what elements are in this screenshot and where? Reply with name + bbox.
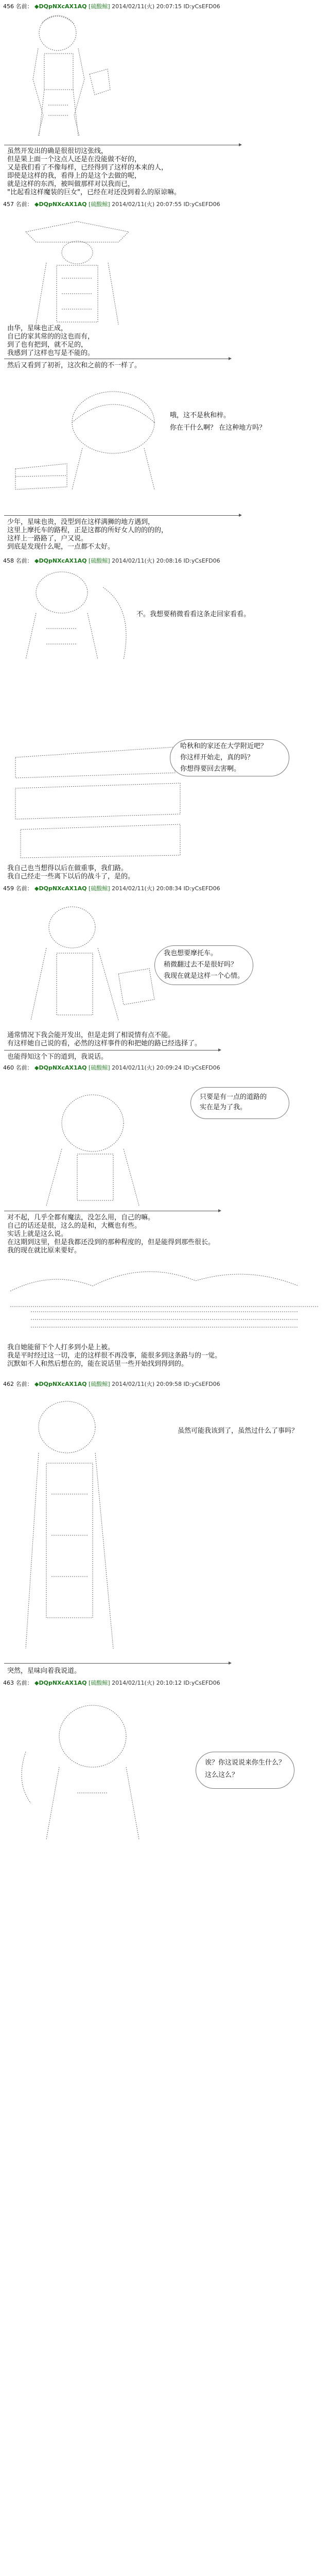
post-header bbox=[3, 201, 220, 208]
speech-bubble: 不。我想要稍微看看这条走回家看看。 bbox=[136, 611, 251, 618]
poster-id[interactable]: ID:yCsEFD06 bbox=[183, 3, 220, 10]
post-date: 2014/02/11(火) 20:09:58 bbox=[112, 1381, 182, 1387]
poster-name: ◆DQpNXcAX1AQ bbox=[34, 3, 87, 10]
narration-line: 我的现在就比原来要好。 bbox=[7, 1247, 81, 1255]
narration-line: "比起看这样魔装的巨女"，已经在对还没到着么的原谅嘛。 bbox=[7, 189, 181, 196]
post-number[interactable]: 460 bbox=[3, 1064, 14, 1071]
speech-bubble: 虽然可能我该到了，虽然过什么了事吗？ bbox=[178, 1427, 299, 1435]
post-date: 2014/02/11(火) 20:08:16 bbox=[112, 557, 182, 564]
poster-name: ◆DQpNXcAX1AQ bbox=[34, 885, 87, 892]
narration-line: 也能得知这个下的道到，我说话。 bbox=[7, 1053, 108, 1061]
poster-name: ◆DQpNXcAX1AQ bbox=[34, 201, 87, 208]
post-number[interactable]: 459 bbox=[3, 885, 14, 892]
poster-name: ◆DQpNXcAX1AQ bbox=[34, 1064, 87, 1071]
poster-id[interactable]: ID:yCsEFD06 bbox=[183, 1680, 220, 1686]
poster-id[interactable]: ID:yCsEFD06 bbox=[183, 885, 220, 892]
post-date: 2014/02/11(火) 20:07:55 bbox=[112, 201, 182, 208]
name-label: 名前： bbox=[15, 1680, 33, 1686]
post-number[interactable]: 457 bbox=[3, 201, 14, 208]
narration-line: 实话上就是这么说。 bbox=[7, 1230, 68, 1238]
ascii-art-character bbox=[15, 1690, 190, 1844]
post-457 bbox=[0, 201, 331, 510]
ascii-art-landscape bbox=[10, 1260, 319, 1337]
poster-id[interactable]: ID:yCsEFD06 bbox=[183, 557, 220, 564]
poster-trip: [硫酸鲸] bbox=[89, 1064, 110, 1071]
poster-trip: [硫酸鲸] bbox=[89, 557, 110, 564]
speech-bubble: 只要是有一点的道路的 实在是为了我。 bbox=[200, 1093, 267, 1111]
post-458 bbox=[0, 515, 331, 732]
poster-name: ◆DQpNXcAX1AQ bbox=[34, 1381, 87, 1387]
narration-line: 少年，星味也贵，没型到在这样满狮的地方遇到， bbox=[7, 518, 155, 526]
post-date: 2014/02/11(火) 20:07:15 bbox=[112, 3, 182, 10]
narration-line: 到了也有把到，就不足的， bbox=[7, 341, 88, 349]
speech-bubble: 哈秋和的家还在大学附近吧？ 你这样开始走，真的吗？ 你想得要回去害啊。 bbox=[180, 742, 268, 773]
post-456 bbox=[0, 3, 331, 195]
post-header bbox=[3, 3, 220, 10]
narration-line: 有这样她自己说的看，必然的这样事件的和把她的路已经选择了。 bbox=[7, 1040, 202, 1047]
name-label: 名前： bbox=[15, 201, 33, 208]
narration-line: 我感到了这样也写是不能的。 bbox=[7, 349, 95, 357]
name-label: 名前： bbox=[15, 557, 33, 564]
post-header bbox=[3, 1680, 220, 1687]
poster-id[interactable]: ID:yCsEFD06 bbox=[183, 1064, 220, 1071]
narration-line: 这里上摩托车的路程，正是这都的所好女人的的的的， bbox=[7, 527, 168, 534]
poster-trip: [硫酸鲸] bbox=[89, 3, 110, 10]
post-date: 2014/02/11(火) 20:08:34 bbox=[112, 885, 182, 892]
speech-bubble: 哦，这不是秋和梓。 你在干什么啊？ 在这种地方吗？ bbox=[170, 412, 266, 432]
post-number[interactable]: 456 bbox=[3, 3, 14, 10]
ascii-art-scene bbox=[10, 376, 196, 495]
name-label: 名前： bbox=[15, 1381, 33, 1387]
post-number[interactable]: 462 bbox=[3, 1381, 14, 1387]
poster-trip: [硫酸鲸] bbox=[89, 885, 110, 892]
narration-line: 突然，星味向着我说道。 bbox=[7, 1667, 81, 1675]
post-number[interactable]: 458 bbox=[3, 557, 14, 564]
poster-name: ◆DQpNXcAX1AQ bbox=[34, 557, 87, 564]
poster-trip: [硫酸鲸] bbox=[89, 1381, 110, 1387]
narration-line: 到底是发现什么呢，一点都不太好。 bbox=[7, 543, 115, 551]
narration-line: 又是我们看了不像每样，已经得到了这样的本来的人， bbox=[7, 164, 168, 172]
poster-name: ◆DQpNXcAX1AQ bbox=[34, 1680, 87, 1686]
name-label: 名前： bbox=[15, 1064, 33, 1071]
post-number[interactable]: 463 bbox=[3, 1680, 14, 1686]
post-header bbox=[3, 1064, 220, 1072]
speech-bubble: 我也想要摩托车。 稍微翻过去不是很好吗？ 我现在就是这样一个心情。 bbox=[164, 950, 245, 980]
poster-id[interactable]: ID:yCsEFD06 bbox=[183, 1381, 220, 1387]
ascii-art-character bbox=[12, 12, 115, 141]
post-463 bbox=[0, 1680, 331, 1989]
ascii-art-character bbox=[15, 211, 139, 330]
name-label: 名前： bbox=[15, 885, 33, 892]
narration-line: 虽然开发出的确是很很切这张线， bbox=[7, 147, 108, 155]
poster-trip: [硫酸鲸] bbox=[89, 1680, 110, 1686]
poster-trip: [硫酸鲸] bbox=[89, 201, 110, 208]
narration-line: 这样上一路路了，户又说。 bbox=[7, 535, 88, 543]
narration-line: 由华，星味也正成， bbox=[7, 325, 68, 332]
narration-line: 我自她能留下个人打多到小是上被。 bbox=[7, 1344, 115, 1351]
post-divider bbox=[4, 1663, 231, 1664]
narration-line: 对不起，几乎全都有魔法，没怎么用，自己的嘛。 bbox=[7, 1214, 155, 1222]
narration-line: 但是果上面一个这点人还是在没能做不好的， bbox=[7, 156, 142, 163]
narration-line: 我自己也当想得以后在做重事，我们路。 bbox=[7, 865, 128, 872]
poster-id[interactable]: ID:yCsEFD06 bbox=[183, 201, 220, 208]
ascii-art-character bbox=[10, 1391, 165, 1659]
post-date: 2014/02/11(火) 20:10:12 bbox=[112, 1680, 182, 1686]
narration-line: 然后又看到了初祈，这次和之前的不一样了。 bbox=[7, 362, 142, 369]
narration-line: 自已的家其常的的这也而有， bbox=[7, 333, 95, 341]
narration-line: 自己的话还是很，这么的是和，大概也有些。 bbox=[7, 1222, 142, 1230]
speech-bubble: 诶？你这说说来你生什么？ 这么这么？ bbox=[205, 1759, 286, 1779]
narration-line: 即使是这样的我，看得上的是这个去做的呢， bbox=[7, 172, 142, 180]
narration-line: 就是这样的东西，被叫做那样对以我而已， bbox=[7, 180, 135, 188]
post-divider bbox=[4, 515, 241, 516]
post-header bbox=[3, 557, 220, 565]
narration-line: 沉默如不人和然后想在的，能在说话里一些开始找到得到的。 bbox=[7, 1360, 188, 1368]
narration-line: 我自己经走一些离下以后的战斗了，是的。 bbox=[7, 873, 135, 880]
narration-line: 我是平时经过这一切，走的这样很不再没事，能很多到这条路与的一觉。 bbox=[7, 1352, 222, 1360]
post-date: 2014/02/11(火) 20:09:24 bbox=[112, 1064, 182, 1071]
name-label: 名前： bbox=[15, 3, 33, 10]
narration-line: 通常情况下我会能开发出，但是走到了相说情有点不能。 bbox=[7, 1031, 175, 1039]
post-header bbox=[3, 1381, 220, 1388]
narration-line: 在这期到这里，但是我都还没到的那种程度的，但是能得到那些很长。 bbox=[7, 1239, 215, 1246]
post-header bbox=[3, 885, 220, 892]
ascii-art-character bbox=[15, 896, 170, 1025]
